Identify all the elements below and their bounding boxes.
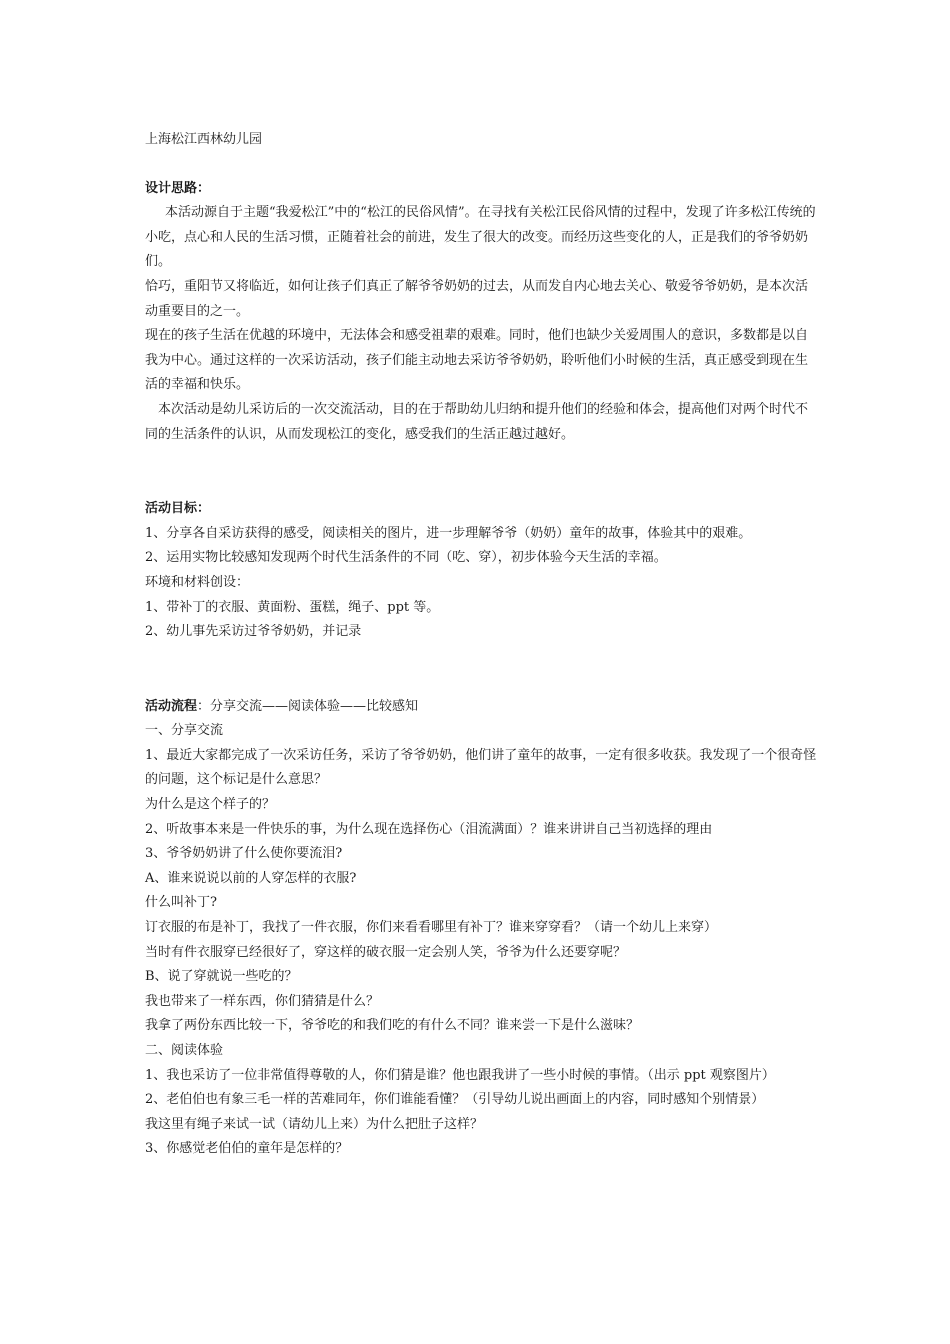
goals-heading: 活动目标：	[145, 501, 211, 517]
process-heading-steps: ：分享交流——阅读体验——比较感知	[197, 698, 419, 714]
process-line: 2、老伯伯也有象三毛一样的苦难同年，你们谁能看懂？（引导幼儿说出画面上的内容，同时感知个别情景）	[145, 1092, 765, 1108]
section-1-title: 一、分享交流	[145, 723, 224, 739]
goal-item-2: 2、运用实物比较感知发现两个时代生活条件的不同（吃、穿），初步体验今天生活的幸福。	[145, 550, 667, 566]
process-line: 1、我也采访了一位非常值得尊敬的人，你们猜是谁？他也跟我讲了一些小时候的事情。（出示 ppt 观察图片）	[145, 1067, 775, 1083]
spacer	[145, 645, 817, 695]
school-name: 上海松江西林幼儿园	[145, 132, 263, 147]
process-line: 订衣服的布是补丁，我找了一件衣服，你们来看看哪里有补丁？谁来穿穿看？（请一个幼儿上来穿）	[145, 920, 718, 936]
design-heading: 设计思路：	[145, 180, 211, 196]
materials-heading: 环境和材料创设：	[145, 574, 250, 590]
process-line: 我拿了两份东西比较一下，爷爷吃的和我们吃的有什么不同？谁来尝一下是什么滋味？	[145, 1018, 640, 1034]
process-line: 1、最近大家都完成了一次采访任务，采访了爷爷奶奶，他们讲了童年的故事，一定有很多收获。我发现了一个很奇怪的问题，这个标记是什么意思？	[145, 747, 817, 788]
spacer	[145, 447, 817, 497]
design-paragraph-3: 现在的孩子生活在优越的环境中，无法体会和感受祖辈的艰难。同时，他们也缺少关爱周围人的意识，多数都是以自我为中心。通过这样的一次采访活动，孩子们能主动地去采访爷爷奶奶，聆听他们小时候的生活，真正感受到现在生活的幸福和快乐。	[145, 328, 809, 393]
document-body	[145, 128, 817, 1162]
process-heading-label: 活动流程	[145, 698, 198, 714]
design-paragraph-2: 恰巧，重阳节又将临近，如何让孩子们真正了解爷爷奶奶的过去，从而发自内心地去关心、敬爱爷爷奶奶，是本次活动重要目的之一。	[145, 278, 809, 319]
process-line: 3、爷爷奶奶讲了什么使你要流泪?	[145, 846, 343, 862]
process-line: 2、听故事本来是一件快乐的事，为什么现在选择伤心（泪流满面）？谁来讲讲自己当初选择的理由	[145, 821, 713, 837]
design-paragraph-1: 本活动源自于主题“我爱松江”中的“松江的民俗风情”。在寻找有关松江民俗风情的过程中，发现了许多松江传统的小吃，点心和人民的生活习惯，正随着社会的前进，发生了很大的改变。而经历这些变化的人，正是我们的爷爷奶奶们。	[145, 205, 816, 270]
spacer	[145, 153, 817, 177]
process-line: 3、你感觉老伯伯的童年是怎样的？	[145, 1141, 349, 1157]
process-line: B、说了穿就说一些吃的？	[145, 969, 298, 985]
process-line: 我也带来了一样东西，你们猜猜是什么？	[145, 993, 380, 1009]
design-paragraph-4: 本次活动是幼儿采访后的一次交流活动，目的在于帮助幼儿归纳和提升他们的经验和体会，提高他们对两个时代不同的生活条件的认识，从而发现松江的变化，感受我们的生活正越过越好。	[145, 401, 809, 442]
goal-item-1: 1、分享各自采访获得的感受，阅读相关的图片，进一步理解爷爷（奶奶）童年的故事，体验其中的艰难。	[145, 525, 752, 541]
section-2-title: 二、阅读体验	[145, 1043, 224, 1058]
material-item-2: 2、幼儿事先采访过爷爷奶奶，并记录	[145, 624, 362, 640]
material-item-1: 1、带补丁的衣服、黄面粉、蛋糕，绳子、ppt 等。	[145, 599, 440, 615]
process-line: 我这里有绳子来试一试（请幼儿上来）为什么把肚子这样？	[145, 1116, 484, 1132]
process-line: 什么叫补丁?	[145, 895, 217, 911]
process-line: 当时有件衣服穿已经很好了，穿这样的破衣服一定会别人笑，爷爷为什么还要穿呢？	[145, 944, 627, 960]
process-line: A、谁来说说以前的人穿怎样的衣服?	[145, 870, 357, 886]
process-line: 为什么是这个样子的？	[145, 797, 276, 813]
process-heading	[145, 695, 817, 720]
